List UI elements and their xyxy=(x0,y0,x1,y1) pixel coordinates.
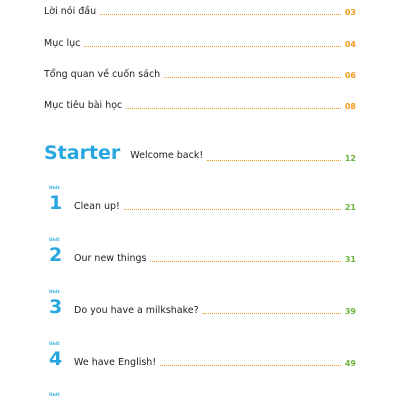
unit-badge xyxy=(44,342,70,374)
toc-entry-page: 03 xyxy=(344,8,356,17)
dot-leader xyxy=(207,160,341,161)
dot-leader xyxy=(160,365,341,366)
dot-leader xyxy=(150,261,340,262)
toc-entry-unit-2[interactable] xyxy=(44,238,356,270)
toc-entry-title: Clean up! xyxy=(74,201,120,212)
unit-badge xyxy=(44,186,70,218)
unit-number: 3 xyxy=(49,296,63,318)
unit-badge xyxy=(44,238,70,270)
toc-entry-title: Welcome back! xyxy=(130,150,204,161)
toc-entry-page: 12 xyxy=(344,154,356,163)
toc-entry-book-overview[interactable] xyxy=(44,69,356,80)
unit-word: Unit xyxy=(49,186,60,191)
dot-leader xyxy=(126,108,341,109)
dot-leader xyxy=(164,77,341,78)
toc-entry-title: Our new things xyxy=(74,253,147,264)
toc-entry-title: Mục tiêu bài học xyxy=(44,100,123,111)
toc-entry-unit-4[interactable] xyxy=(44,342,356,374)
toc-entry-title: Mục lục xyxy=(44,38,81,49)
toc-entry-foreword[interactable] xyxy=(44,6,356,17)
toc-entry-unit-3[interactable] xyxy=(44,290,356,322)
unit-number: 2 xyxy=(49,244,63,266)
unit-number: 1 xyxy=(49,192,63,214)
unit-word-partial: Unit xyxy=(49,393,60,398)
unit-word: Unit xyxy=(49,290,60,295)
toc-entry-lesson-objectives[interactable] xyxy=(44,100,356,111)
dot-leader xyxy=(203,313,341,314)
unit-badge xyxy=(44,290,70,322)
toc-entry-page: 49 xyxy=(344,359,356,368)
toc-entry-page: 39 xyxy=(344,307,356,316)
toc-entry-page: 21 xyxy=(344,203,356,212)
unit-word: Unit xyxy=(49,342,60,347)
toc-entry-title: Lời nói đầu xyxy=(44,6,97,17)
toc-entry-unit-1[interactable] xyxy=(44,186,356,218)
toc-entry-title: Tổng quan về cuốn sách xyxy=(44,69,161,80)
dot-leader xyxy=(124,209,341,210)
toc-entry-starter[interactable] xyxy=(44,143,356,163)
toc-entry-page: 08 xyxy=(344,102,356,111)
toc-entry-contents[interactable] xyxy=(44,38,356,49)
toc-entry-page: 06 xyxy=(344,71,356,80)
unit-number: 4 xyxy=(49,348,63,370)
starter-label: Starter xyxy=(44,142,121,164)
toc-entry-page: 31 xyxy=(344,255,356,264)
toc-entry-page: 04 xyxy=(344,40,356,49)
toc-entry-title: Do you have a milkshake? xyxy=(74,305,199,316)
dot-leader xyxy=(84,46,341,47)
dot-leader xyxy=(100,14,341,15)
unit-word: Unit xyxy=(49,238,60,243)
toc-entry-title: We have English! xyxy=(74,357,157,368)
